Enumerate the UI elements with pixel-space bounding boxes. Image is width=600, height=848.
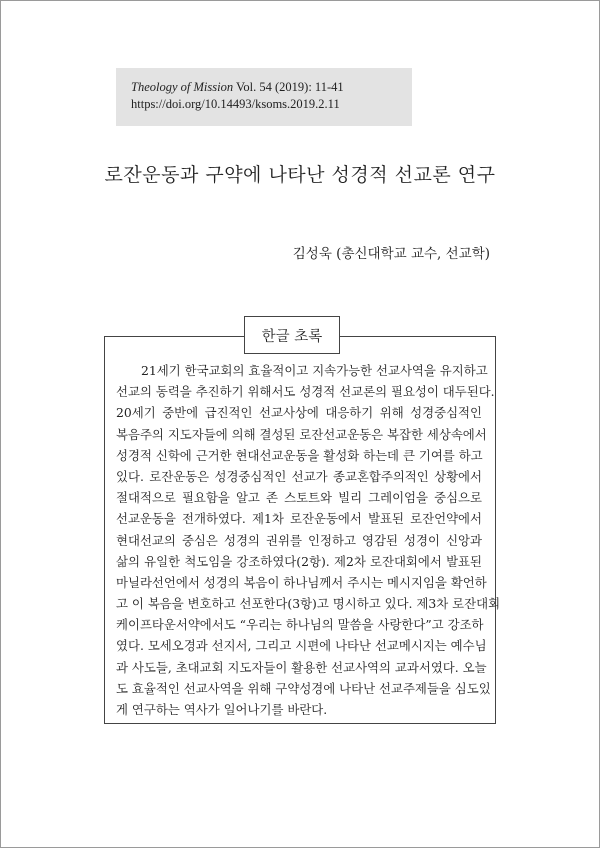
abstract-line: 선교운동을 전개하였다. 제1차 로잔운동에서 발표된 로잔언약에서: [116, 511, 482, 527]
doi-link[interactable]: https://doi.org/10.14493/ksoms.2019.2.11: [131, 97, 340, 111]
journal-volume: Vol. 54 (2019): 11-41: [236, 80, 344, 94]
author-line: 김성욱 (총신대학교 교수, 선교학): [292, 246, 490, 262]
abstract-line: 도 효율적인 선교사역을 위해 구약성경에 나타난 선교주제들을 심도있: [116, 680, 491, 696]
abstract-line: 성경적 신학에 근거한 현대선교운동을 활성화 하는데 큰 기여를 하고: [116, 447, 483, 463]
abstract-line: 절대적으로 필요함을 알고 존 스토트와 빌리 그레이엄을 중심으로: [116, 490, 482, 506]
abstract-line: 선교의 동력을 추진하기 위해서도 성경적 선교론의 필요성이 대두된다.: [116, 384, 495, 400]
paper-title: 로잔운동과 구약에 나타난 성경적 선교론 연구: [104, 164, 496, 186]
abstract-line: 게 연구하는 역사가 일어나기를 바란다.: [116, 702, 328, 717]
abstract-line: 현대선교의 중심은 성경의 권위를 인정하고 영감된 성경이 신앙과: [116, 532, 482, 548]
abstract-body: [116, 360, 501, 720]
abstract-line: 21세기 한국교회의 효율적이고 지속가능한 선교사역을 유지하고: [141, 363, 488, 378]
abstract-line: 였다. 모세오경과 선지서, 그리고 시편에 나타난 선교메시지는 예수님: [116, 638, 487, 654]
abstract-line: 고 이 복음을 변호하고 선포한다(3항)고 명시하고 있다. 제3차 로잔대회: [116, 596, 501, 612]
abstract-line: 있다. 로잔운동은 성경중심적인 선교가 종교혼합주의적인 상황에서: [116, 468, 482, 484]
citation-line: [131, 79, 344, 96]
abstract-label: 한글 초록: [244, 316, 340, 354]
abstract-line: 과 사도들, 초대교회 지도자들이 활용한 선교사역의 교과서였다. 오늘: [116, 659, 487, 675]
abstract-line: 20세기 중반에 급진적인 선교사상에 대응하기 위해 성경중심적인: [116, 405, 482, 421]
journal-name: Theology of Mission: [131, 80, 234, 94]
abstract-line: 복음주의 지도자들에 의해 결성된 로잔선교운동은 복잡한 세상속에서: [116, 426, 487, 442]
abstract-line: 케이프타운서약에서도 “우리는 하나님의 말씀을 사랑한다”고 강조하: [116, 617, 484, 633]
abstract-line: 마닐라선언에서 성경의 복음이 하나님께서 주시는 메시지임을 확언하: [116, 574, 487, 590]
abstract-line: 삶의 유일한 척도임을 강조하였다(2항). 제2차 로잔대회에서 발표된: [116, 553, 482, 569]
citation-header: [116, 68, 412, 126]
